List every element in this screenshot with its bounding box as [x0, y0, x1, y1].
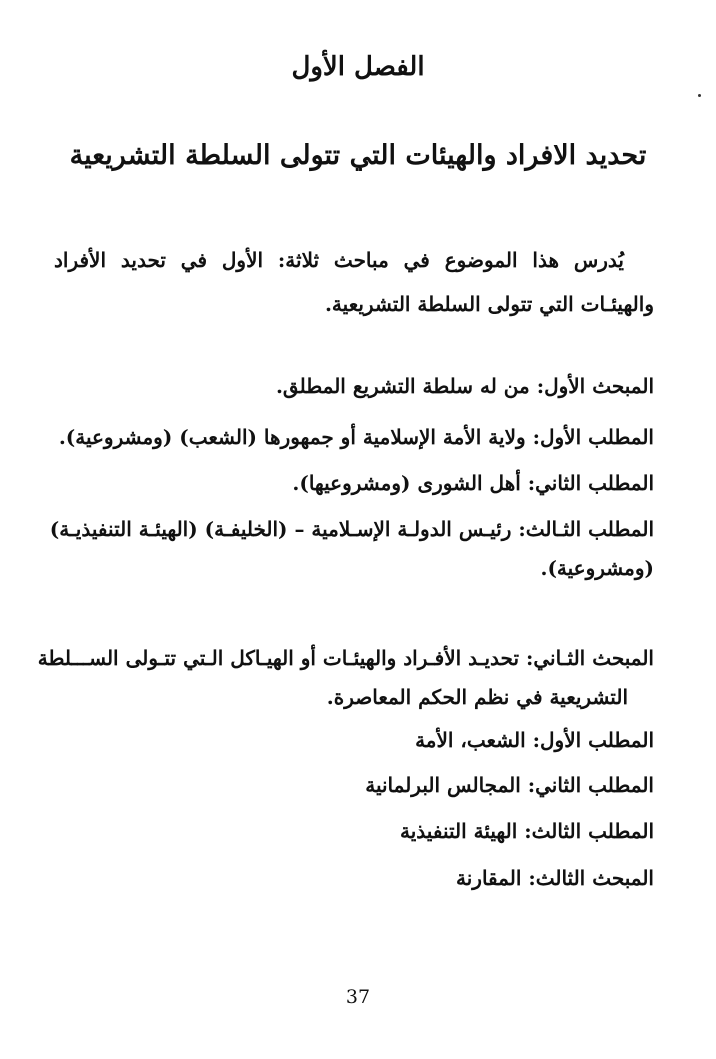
section-title: تحديد الافراد والهيئات التي تتولى السلطة التشريعية — [69, 140, 647, 171]
outline-mabhath-2-line-1: المبحث الثـاني: تحديـد الأفـراد والهيئـات أو الهيـاكل الـتي تتـولى الســـلطة — [37, 646, 654, 670]
outline-mabhath-1: المبحث الأول: من له سلطة التشريع المطلق. — [275, 374, 654, 398]
outline-mabhath-1-matlab-1: المطلب الأول: ولاية الأمة الإسلامية أو جمهورها (الشعب) (ومشروعية). — [58, 425, 654, 449]
outline-mabhath-1-matlab-3-line-1: المطلب الثـالث: رئيـس الدولـة الإسـلامية – (الخليفـة) (الهيئـة التنفيذيـة) — [49, 517, 654, 541]
intro-paragraph: يُدرس هذا الموضوع في مباحث ثلاثة: الأول في تحديد الأفراد والهيئـات التي تتولى السلطة التشريعية. — [54, 248, 654, 316]
page-number: 37 — [345, 986, 371, 1008]
outline-mabhath-2-matlab-3: المطلب الثالث: الهيئة التنفيذية — [400, 819, 654, 843]
scan-speck — [698, 94, 701, 97]
outline-mabhath-3: المبحث الثالث: المقارنة — [456, 866, 654, 890]
outline-mabhath-2-line-2: التشريعية في نظم الحكم المعاصرة. — [326, 685, 628, 709]
outline-mabhath-2-matlab-2: المطلب الثاني: المجالس البرلمانية — [365, 773, 654, 797]
outline-mabhath-1-matlab-2: المطلب الثاني: أهل الشورى (ومشروعيها). — [292, 471, 654, 495]
outline-mabhath-1-matlab-3-line-2: (ومشروعية). — [540, 556, 654, 580]
chapter-title: الفصل الأول — [291, 52, 425, 82]
outline-mabhath-2-matlab-1: المطلب الأول: الشعب، الأمة — [415, 728, 654, 752]
